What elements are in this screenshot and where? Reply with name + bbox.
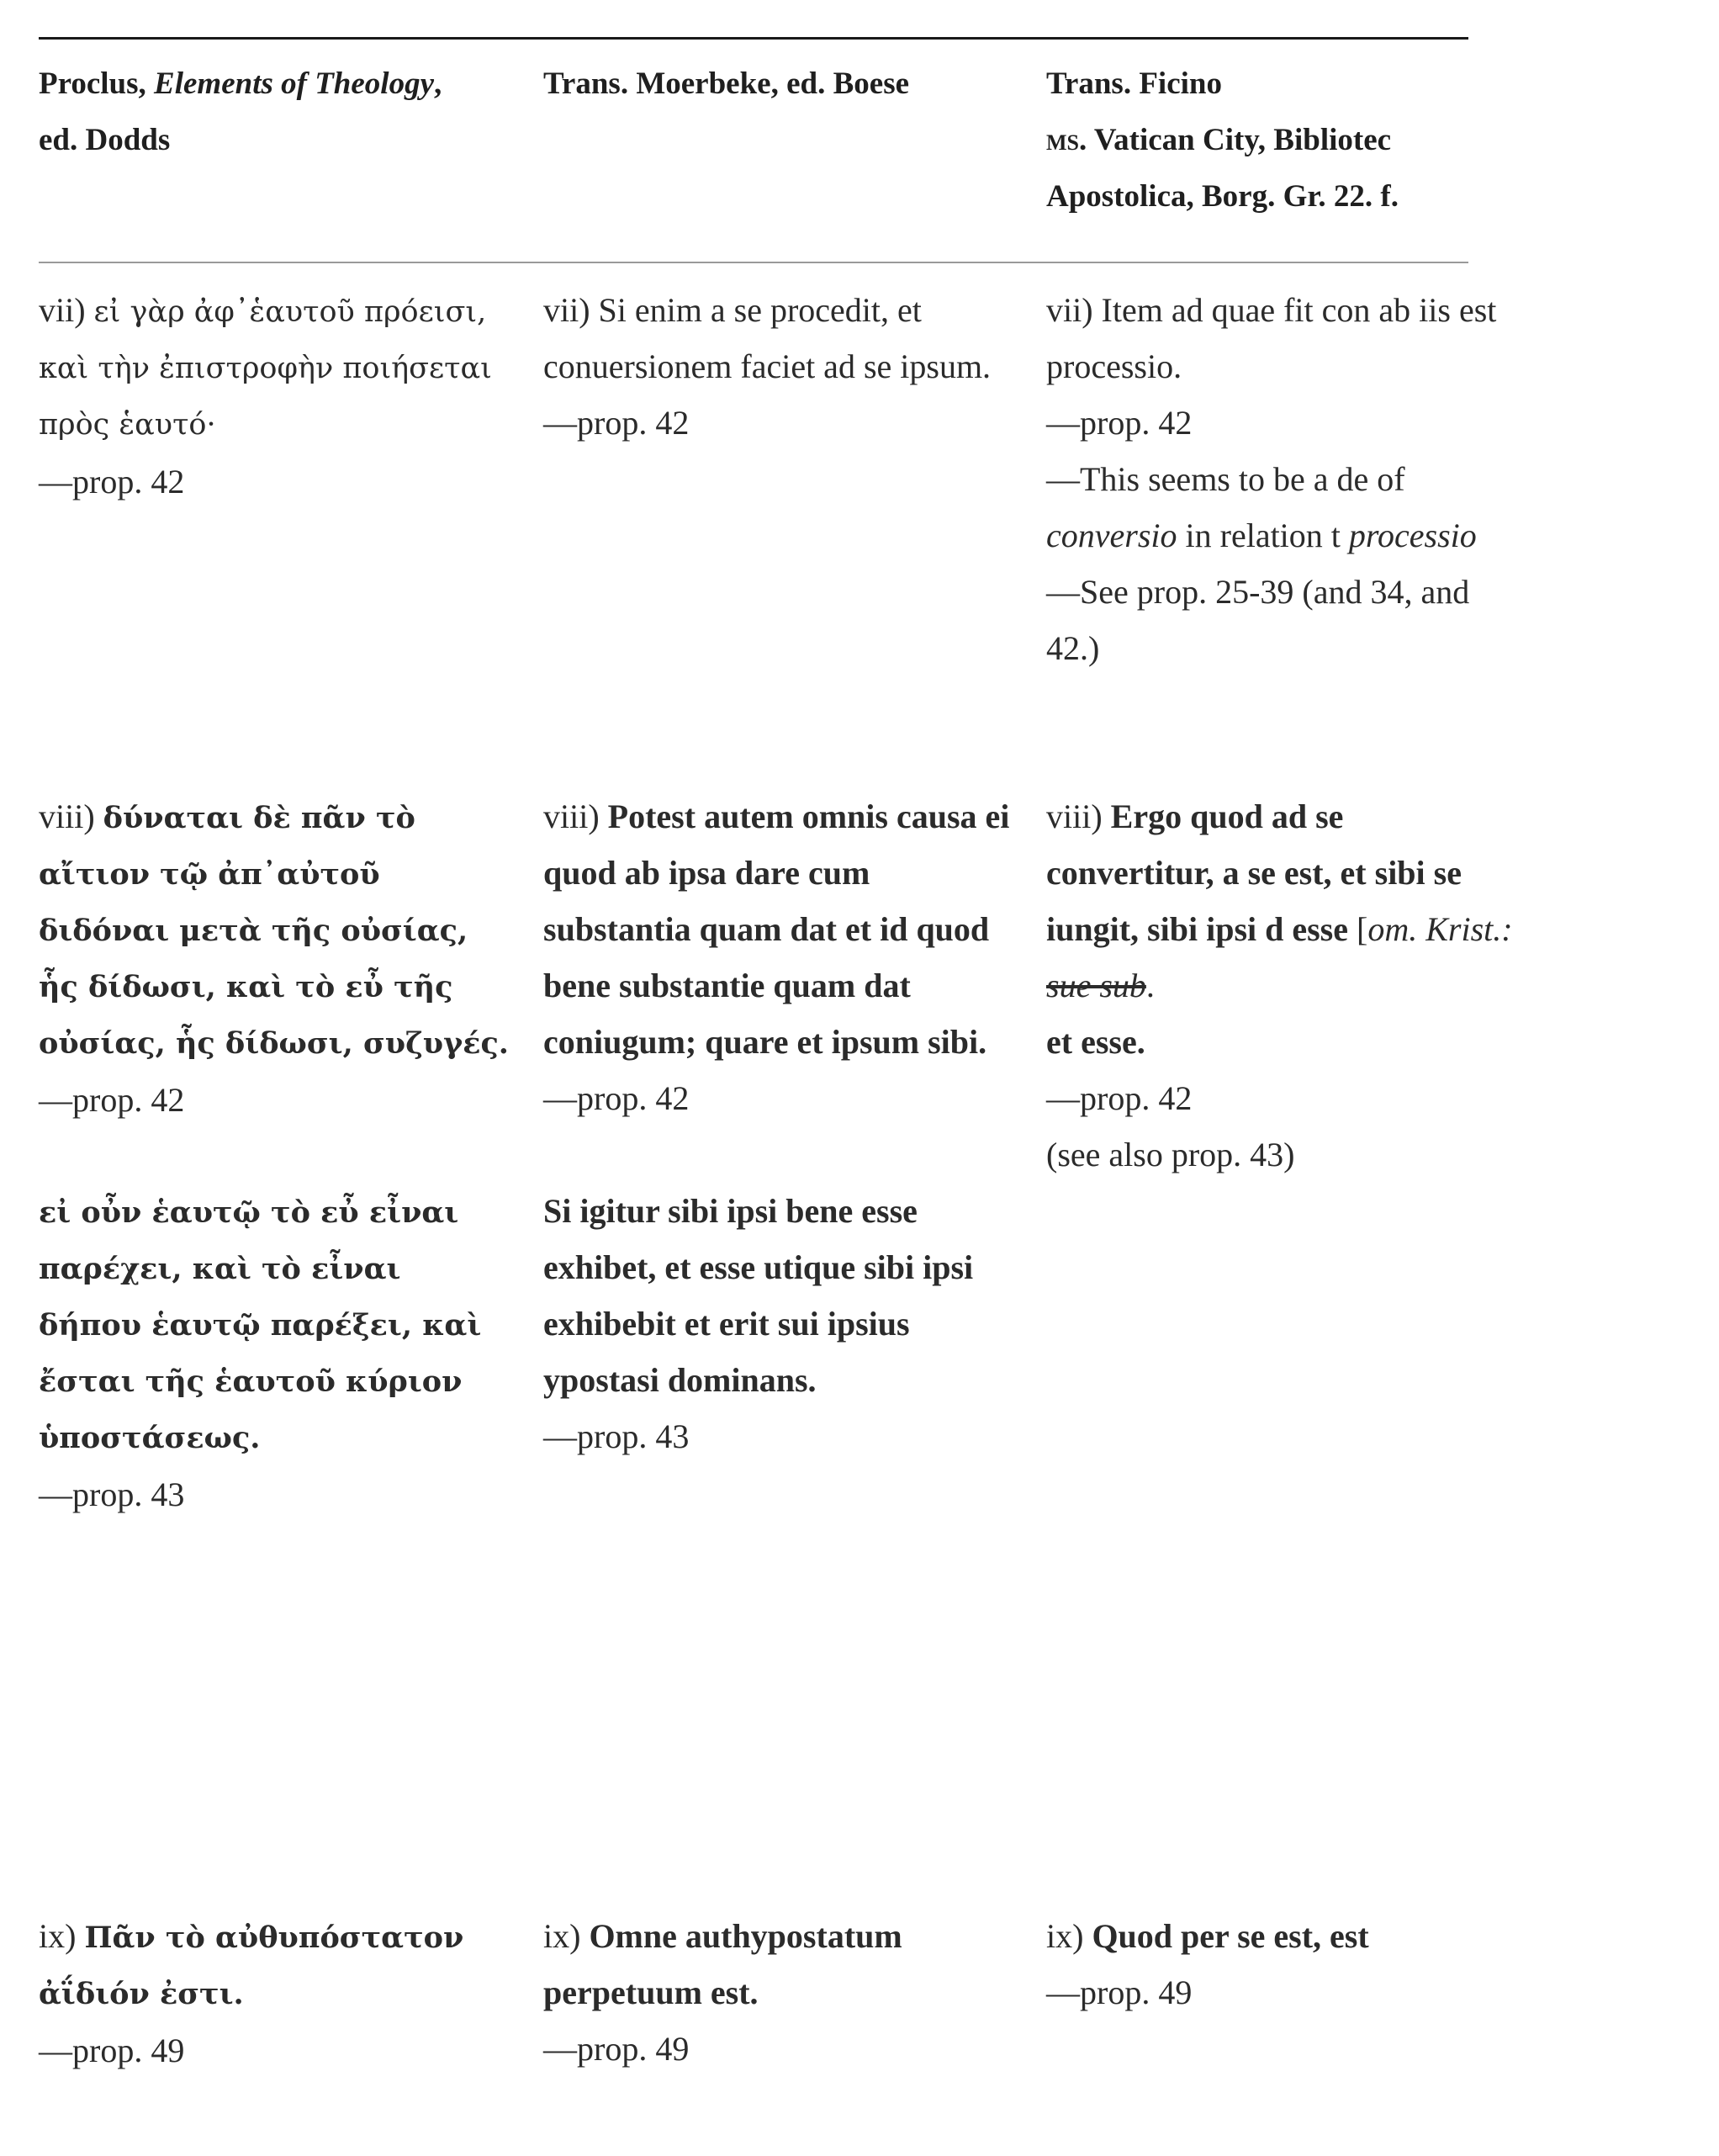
row-viii-greek (39, 788, 510, 1523)
prop-reference: —prop. 42 (543, 404, 690, 442)
row-viii-moerbeke (543, 788, 1014, 1465)
row-vii-moerbeke (543, 282, 1014, 451)
greek-text: Πᾶν τὸ αὐθυπόστατον ἀΐδιόν ἐστι. (39, 1920, 464, 2011)
header-editor: ed. Dodds (39, 123, 171, 157)
prop-reference: —prop. 43 (39, 1475, 185, 1513)
greek-text: εἰ οὖν ἑαυτῷ τὸ εὖ εἶναι παρέχει, καὶ τὸ εἶναι δήπου ἑαυτῷ παρέξει, καὶ ἔσται τῆς ἑαυτοῦ κύριον ὑποστάσεως. (39, 1195, 482, 1455)
row-number: vii) (39, 291, 94, 329)
latin-text: Potest autem omnis causa ei quod ab ipsa dare cum substantia quam dat et id quod bene substantie quam dat coniugum; quare et ipsum sibi. (543, 797, 1010, 1061)
prop-reference: —prop. 49 (1046, 1973, 1193, 2011)
latin-text: Si igitur sibi ipsi bene esse exhibet, et esse utique sibi ipsi exhibebit et erit sui ipsius ypostasi dominans. (543, 1192, 974, 1399)
row-number: ix) (1046, 1917, 1092, 1955)
top-rule (39, 37, 1468, 40)
header-work-title: Elements of Theology (154, 66, 435, 101)
header-moerbeke (543, 56, 1014, 112)
row-number: viii) (543, 797, 608, 835)
row-number: ix) (39, 1917, 85, 1955)
bracket: [ (1348, 910, 1368, 948)
header-ms-shelfmark: Apostolica, Borg. Gr. 22. f. (1046, 179, 1399, 214)
commentary-note (1046, 451, 1517, 564)
latin-text: Ergo quod ad se convertitur, a se est, et sibi se iungit, sibi ipsi d esse (1046, 797, 1462, 948)
header-author: Proclus, (39, 66, 155, 101)
greek-text: δύναται δὲ πᾶν τὸ αἴτιον τῷ ἀπ᾽αὐτοῦ διδόναι μετὰ τῆς οὐσίας, ἧς δίδωσι, καὶ τὸ εὖ τῆς οὐσίας, ἧς δίδωσι, συζυγές. (39, 801, 509, 1061)
row-number: vii) (543, 291, 599, 329)
note-text: —This seems to be a de of (1046, 460, 1405, 498)
apparatus-note: om. Krist.: (1367, 910, 1513, 948)
see-also-note: —See prop. 25-39 (and 34, and 42.) (1046, 573, 1470, 667)
row-ix-greek (39, 1908, 510, 2079)
prop-reference: —prop. 42 (543, 1079, 690, 1117)
header-rule (39, 262, 1468, 263)
latin-text: Si enim a se procedit, et conuersionem faciet ad se ipsum. (543, 291, 992, 385)
header-ms-location: . Vatican City, Bibliotec (1079, 123, 1392, 157)
latin-text: Omne authypostatum perpetuum est. (543, 1917, 902, 2011)
header-comma: , (434, 66, 442, 101)
latin-text: et esse. (1046, 1023, 1145, 1061)
header-moerbeke-title: Trans. Moerbeke, ed. Boese (543, 66, 910, 101)
row-number: viii) (39, 797, 103, 835)
header-ficino (1046, 56, 1719, 225)
row-vii-greek (39, 282, 510, 510)
row-number: viii) (1046, 797, 1111, 835)
prop-reference: —prop. 49 (39, 2032, 185, 2069)
greek-text: εἰ γὰρ ἀφ᾽ἑαυτοῦ πρόεισι, καὶ τὴν ἐπιστροφὴν ποιήσεται πρὸς ἑαυτό· (39, 295, 492, 442)
prop-reference: —prop. 49 (543, 2030, 690, 2068)
struck-text: sue sub (1046, 967, 1146, 1004)
note-text: in relation t (1177, 516, 1349, 554)
note-term-conversio: conversio (1046, 516, 1177, 554)
prop-reference: —prop. 42 (39, 1081, 185, 1119)
see-also-note: (see also prop. 43) (1046, 1136, 1295, 1173)
prop-reference: —prop. 42 (39, 463, 185, 501)
latin-text: Item ad quae fit con ab iis est processio. (1046, 291, 1497, 385)
header-proclus (39, 56, 510, 168)
header-ficino-title: Trans. Ficino (1046, 66, 1222, 101)
punctuation: . (1145, 967, 1155, 1004)
note-term-processio: processio (1348, 516, 1477, 554)
prop-reference: —prop. 42 (1046, 1079, 1193, 1117)
row-number: vii) (1046, 291, 1102, 329)
row-ix-ficino (1046, 1908, 1517, 2021)
header-ms-abbrev: ms (1046, 123, 1079, 157)
row-vii-ficino (1046, 282, 1517, 676)
prop-reference: —prop. 42 (1046, 404, 1193, 442)
row-ix-moerbeke (543, 1908, 1014, 2077)
latin-text: Quod per se est, est (1092, 1917, 1369, 1955)
row-number: ix) (543, 1917, 590, 1955)
prop-reference: —prop. 43 (543, 1417, 690, 1455)
row-viii-ficino (1046, 788, 1517, 1183)
